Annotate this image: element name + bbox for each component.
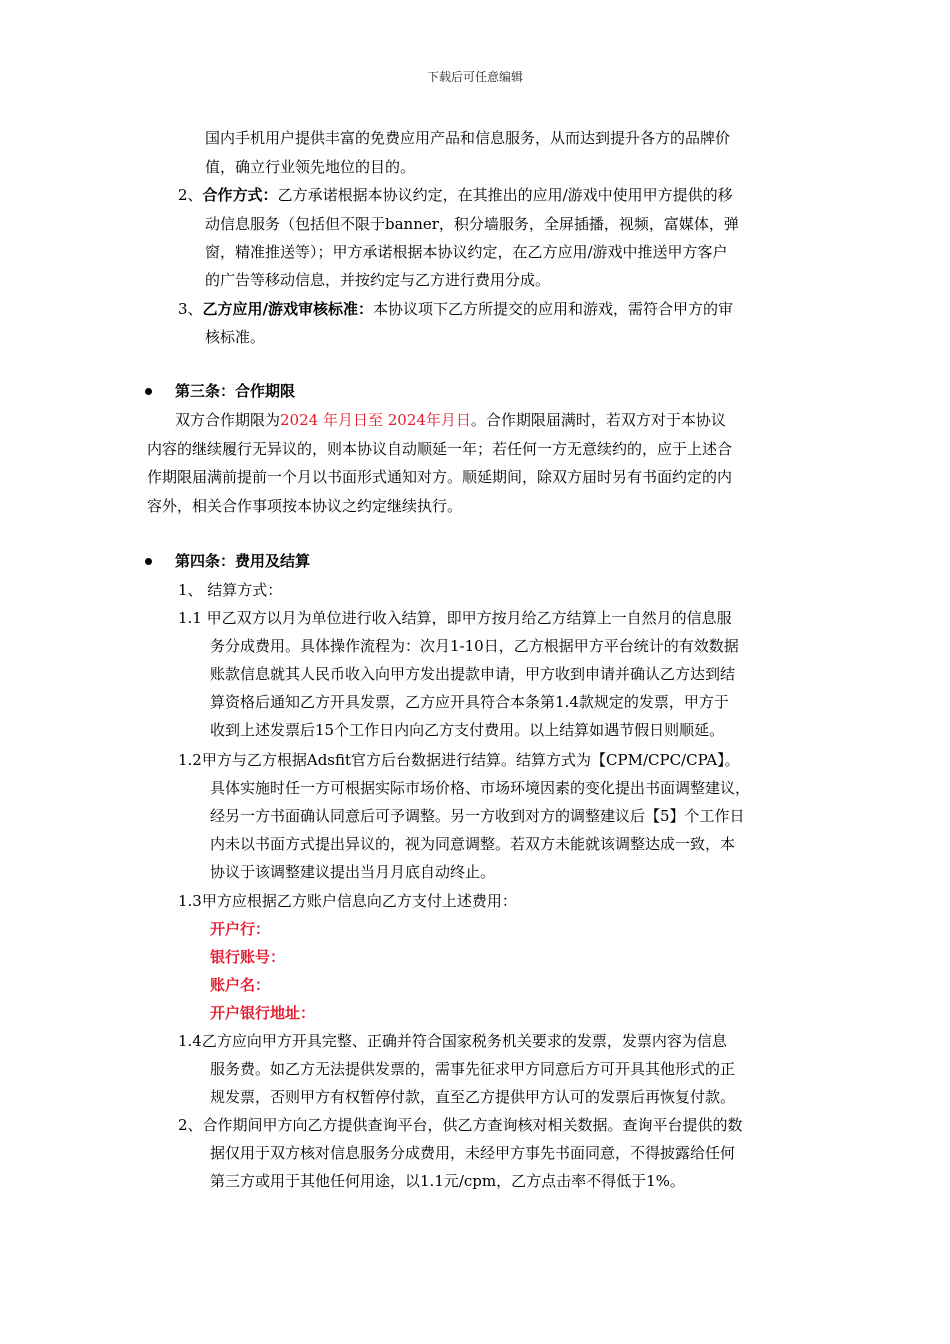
section-title: 第四条：费用及结算 xyxy=(175,552,311,570)
bank-label: 开户行： xyxy=(210,920,271,938)
paragraph-line: 规发票，否则甲方有权暂停付款，直至乙方提供甲方认可的发票后再恢复付款。 xyxy=(210,1088,736,1106)
bank-address-label: 开户银行地址： xyxy=(210,1004,316,1022)
item-title: 合作方式： xyxy=(202,186,278,204)
item-number: 2、 xyxy=(178,186,203,204)
paragraph-line: 2、合作期间甲方向乙方提供查询平台，供乙方查询核对相关数据。查询平台提供的数 xyxy=(178,1116,743,1134)
paragraph-line: 内未以书面方式提出异议的，视为同意调整。若双方未能就该调整达成一致，本 xyxy=(210,835,736,853)
item-number: 3、 xyxy=(178,300,203,318)
text: 双方合作期限为 xyxy=(175,411,281,429)
paragraph-line: 内容的继续履行无异议的，则本协议自动顺延一年；若任何一方无意续约的，应于上述合 xyxy=(147,440,733,458)
paragraph-line xyxy=(175,410,726,430)
paragraph-line: 算资格后通知乙方开具发票，乙方应开具符合本条第1.4款规定的发票，甲方于 xyxy=(210,693,729,711)
paragraph-line: 国内手机用户提供丰富的免费应用产品和信息服务，从而达到提升各方的品牌价 xyxy=(205,129,731,147)
paragraph-line: 第三方或用于其他任何用途，以1.1元/cpm，乙方点击率不得低于1%。 xyxy=(210,1172,685,1190)
paragraph-line: 务分成费用。具体操作流程为：次月1-10日，乙方根据甲方平台统计的有效数据 xyxy=(210,637,739,655)
list-item-2 xyxy=(178,185,733,205)
paragraph-line: 协议于该调整建议提出当月月底自动终止。 xyxy=(210,863,496,881)
paragraph-line: 动信息服务（包括但不限于banner，积分墙服务，全屏插播，视频，富媒体，弹 xyxy=(205,215,739,233)
paragraph-line: 账款信息就其人民币收入向甲方发出提款申请，甲方收到申请并确认乙方达到结 xyxy=(210,665,736,683)
account-number-label: 银行账号： xyxy=(210,948,286,966)
paragraph-line: 收到上述发票后15个工作日内向乙方支付费用。以上结算如遇节假日则顺延。 xyxy=(210,721,725,739)
account-name-label: 账户名： xyxy=(210,976,271,994)
paragraph-line: 1.1 甲乙双方以月为单位进行收入结算，即甲方按月给乙方结算上一自然月的信息服 xyxy=(178,609,732,627)
item-text: 乙方承诺根据本协议约定，在其推出的应用/游戏中使用甲方提供的移 xyxy=(277,186,733,204)
paragraph-line: 1.4乙方应向甲方开具完整、正确并符合国家税务机关要求的发票，发票内容为信息 xyxy=(178,1032,727,1050)
paragraph-line: 据仅用于双方核对信息服务分成费用，未经甲方事先书面同意，不得披露给任何 xyxy=(210,1144,736,1162)
item-title: 乙方应用/游戏审核标准： xyxy=(202,300,374,318)
text: 。合作期限届满时，若双方对于本协议 xyxy=(470,411,726,429)
bullet-icon xyxy=(145,388,152,395)
paragraph-line: 窗，精准推送等）；甲方承诺根据本协议约定，在乙方应用/游戏中推送甲方客户 xyxy=(205,243,728,261)
paragraph-line: 经另一方书面确认同意后可予调整。另一方收到对方的调整建议后【5】个工作日 xyxy=(210,807,745,825)
subsection-heading: 1、 结算方式： xyxy=(178,581,283,599)
item-text: 本协议项下乙方所提交的应用和游戏，需符合甲方的审 xyxy=(373,300,734,318)
paragraph-line: 服务费。如乙方无法提供发票的，需事先征求甲方同意后方可开具其他形式的正 xyxy=(210,1060,736,1078)
section-title: 第三条：合作期限 xyxy=(175,382,296,400)
paragraph-line: 1.2甲方与乙方根据Adsfit官方后台数据进行结算。结算方式为【CPM/CPC/CPA】。 xyxy=(178,751,740,769)
paragraph-line: 1.3甲方应根据乙方账户信息向乙方支付上述费用： xyxy=(178,892,517,910)
list-item-3 xyxy=(178,299,733,319)
bullet-icon xyxy=(145,558,152,565)
paragraph-line: 值，确立行业领先地位的目的。 xyxy=(205,158,416,176)
paragraph-line: 作期限届满前提前一个月以书面形式通知对方。顺延期间，除双方届时另有书面约定的内 xyxy=(147,468,733,486)
paragraph-line: 的广告等移动信息，并按约定与乙方进行费用分成。 xyxy=(205,271,551,289)
page-header: 下载后可任意编辑 xyxy=(426,70,523,84)
paragraph-line: 核标准。 xyxy=(205,328,266,346)
paragraph-line: 具体实施时任一方可根据实际市场价格、市场环境因素的变化提出书面调整建议， xyxy=(210,779,751,797)
term-dates: 2024 年月日至 2024年月日 xyxy=(280,411,471,429)
paragraph-line: 容外，相关合作事项按本协议之约定继续执行。 xyxy=(147,497,463,515)
